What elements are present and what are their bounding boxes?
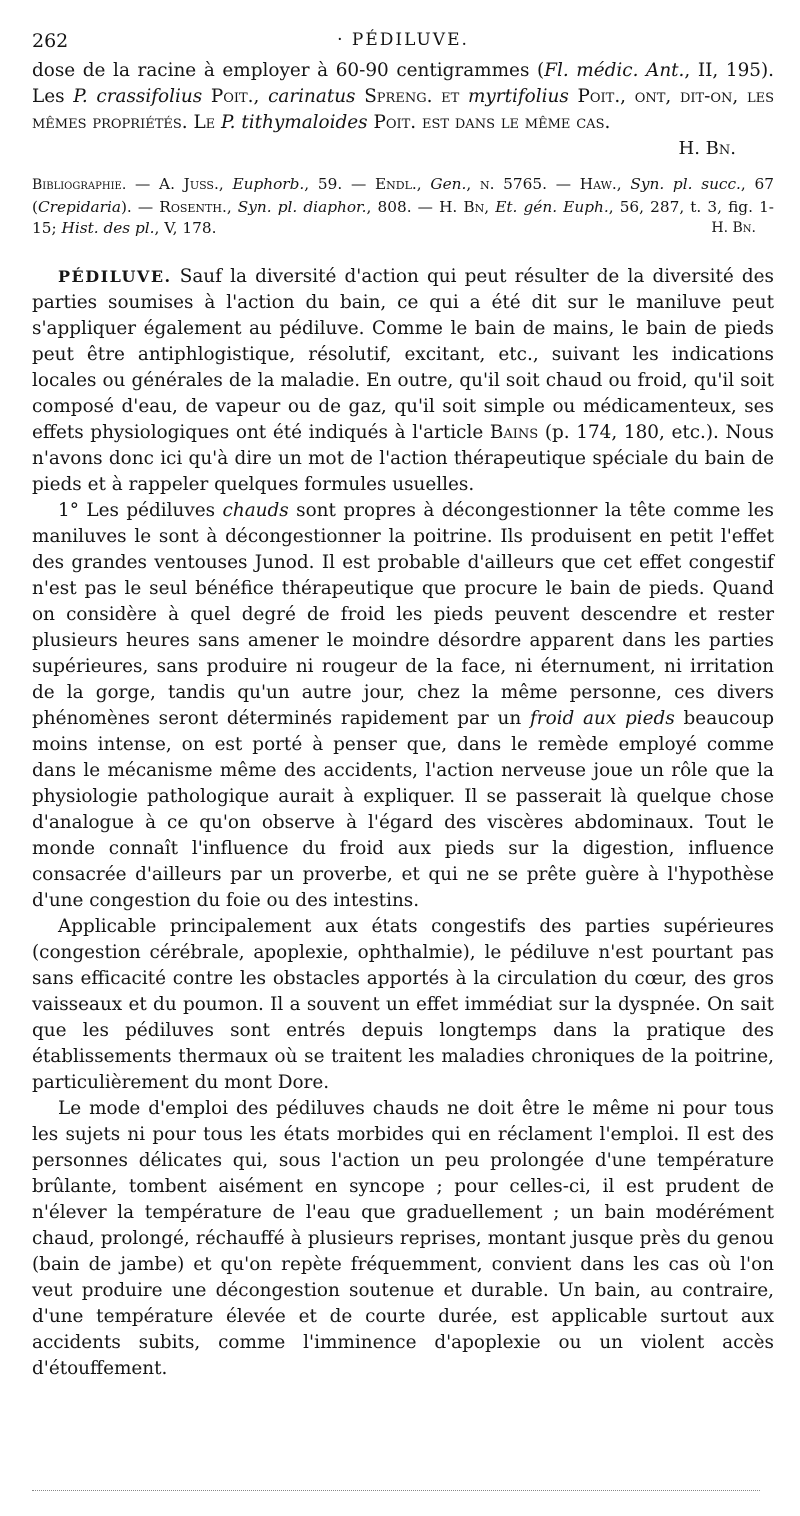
text-run: sont propres à décongestionner la tête comme les maniluves le sont à décongestionner la poitrine. Ils produisent en petit l'effet des grandes ventouses Junod. Il est probable d'ailleurs que cet effet congestif n'est pas le seul bénéfice thérapeutique que procure le bain de pieds. Quand on considère à quel degré de froid les pieds peuvent descendre et rester plusieurs heures sans amener le moindre désordre apparent dans les parties supérieures, sans produire ni rougeur de la face, ni éternument, ni irritation de la gorge, tandis qu'un autre jour, chez la même personne, ces divers phénomènes seront déterminés rapidement par un [32,499,774,729]
text-run: Sauf la diversité d'action qui peut résulter de la diversité des parties soumises à l'action du bain, ce qui a été dit sur le maniluve peut s'appliquer également au pédiluve. Comme le bain de mains, le bain de pieds peut être antiphlogistique, résolutif, excitant, etc., suivant les indications locales ou générales de la maladie. En outre, qu'il soit chaud ou froid, qu'il soit composé d'eau, de vapeur ou de gaz, qu'il soit simple ou médicamenteux, ses effets physiologiques ont été indiqués à l'article [32,265,774,443]
text-run: , 808. — H. Bn, [366,197,496,216]
entry-paragraph-mode-of-use: Le mode d'emploi des pédiluves chauds ne doit être le même ni pour tous les sujets ni pour tous les états morbides qui en réclament l'emploi. Il est des personnes délicates qui, sous l'action un peu prolongée d'une température brûlante, tombent aisément en syncope ; pour celles-ci, il est prudent de n'élever la température de l'eau que graduellement ; un bain modérément chaud, prolongé, réchauffé à plusieurs reprises, montant jusque près du genou (bain de jambe) et qu'on repète fréquemment, convient dans les cas où l'on veut produire une décongestion soutenue et durable. Un bain, au contraire, d'une température élevée et de courte durée, est applicable surtout aux accidents subits, comme l'imminence d'apoplexie ou un violent accès d'étouffement. [32,1097,774,1379]
entry-paragraph-applications: Applicable principalement aux états congestifs des parties supérieures (congestion cérébrale, apoplexie, ophthalmie), le pédiluve n'est pourtant pas sans efficacité contre les obstacles apportés à la circulation du cœur, des gros vaisseaux et du poumon. Il a souvent un effet immédiat sur la dyspnée. On sait que les pédiluves sont entrés depuis longtemps dans la pratique des établissements thermaux où se traitent les maladies chroniques de la poitrine, particulièrement du mont Dore. [32,915,774,1093]
species-name: carinatus [268,86,356,107]
text-run: Poit. est dans le même cas. [367,112,611,133]
italic-reference: Et. gén. Euph. [495,197,609,216]
bibliography-label: Bibliographie. [32,177,127,193]
text-run: , V, 178. [154,219,217,237]
text-run: (p. 174, 180, etc.). Nous n'avons donc ici qu'à dire un mot de l'action thérapeutique spéciale du bain de pieds et à rappeler quelques formules usuelles. [32,421,774,495]
bibliography-signature: H. Bn. [711,220,756,236]
italic-reference: Gen. [430,175,467,193]
cross-reference: Bains [489,421,539,443]
author-signature: H. Bn. [678,138,736,159]
page [32,22,774,1382]
footer-rule [32,1490,760,1491]
running-head [32,22,774,58]
italic-term: chauds [222,499,289,521]
text-run: , n. 5765. — Haw., [466,175,631,193]
entry-title: PÉDILUVE. [58,266,172,286]
text-run: dose de la racine à employer à 60-90 centigrammes ( [32,60,545,81]
text-run: ). — Rosenth., [120,197,238,216]
italic-reference: Euphorb. [232,175,305,193]
text-run: , 56, 287, t. 3, fig. 1-15; [32,197,774,237]
running-title: · PÉDILUVE. [337,30,469,50]
italic-reference: Fl. médic. Ant. [544,60,685,81]
text-run: , 59. — Endl., [304,175,431,193]
entry-paragraph-intro [32,264,774,498]
previous-entry-ending [32,58,774,162]
bibliography [32,174,774,240]
entry-paragraph-hot-baths [32,498,774,914]
previous-entry-paragraph [32,58,774,136]
text-run: — A. Juss., [126,175,233,193]
page-number: 262 [32,30,69,52]
text-run: Poit., ont, dit-on, les mêmes propriétés. Le [32,86,774,133]
text-run: Poit., [202,86,269,107]
italic-reference: Hist. des pl. [61,219,155,237]
bibliography-paragraph [32,174,774,240]
text-run: , II, 195). Les [32,60,774,107]
italic-term: froid aux pieds [529,707,675,729]
species-name: P. crassifolius [73,86,203,107]
species-name: myrtifolius [467,86,569,107]
text-run: Spreng. et [355,86,468,107]
text-run: 1° Les pédiluves [58,499,223,521]
text-run: , 67 ( [32,175,774,216]
entry-pediluve [32,264,774,1382]
italic-reference: Syn. pl. succ. [630,175,741,193]
italic-reference: Crepidaria [37,197,121,216]
text-run: beaucoup moins intense, on est porté à penser que, dans le remède employé comme dans le mécanisme même des accidents, l'action nerveuse joue un rôle que la physiologie pathologique aurait à expliquer. Il se passerait là quelque chose d'analogue à ce qu'on observe à l'égard des viscères abdominaux. Tout le monde connaît l'influence du froid aux pieds sur la digestion, influence consacrée d'ailleurs par un proverbe, et qui ne se prête guère à l'hypothèse d'une congestion du foie ou des intestins. [32,707,774,911]
species-name: P. tithymaloides [221,112,368,133]
italic-reference: Syn. pl. diaphor. [237,197,367,216]
